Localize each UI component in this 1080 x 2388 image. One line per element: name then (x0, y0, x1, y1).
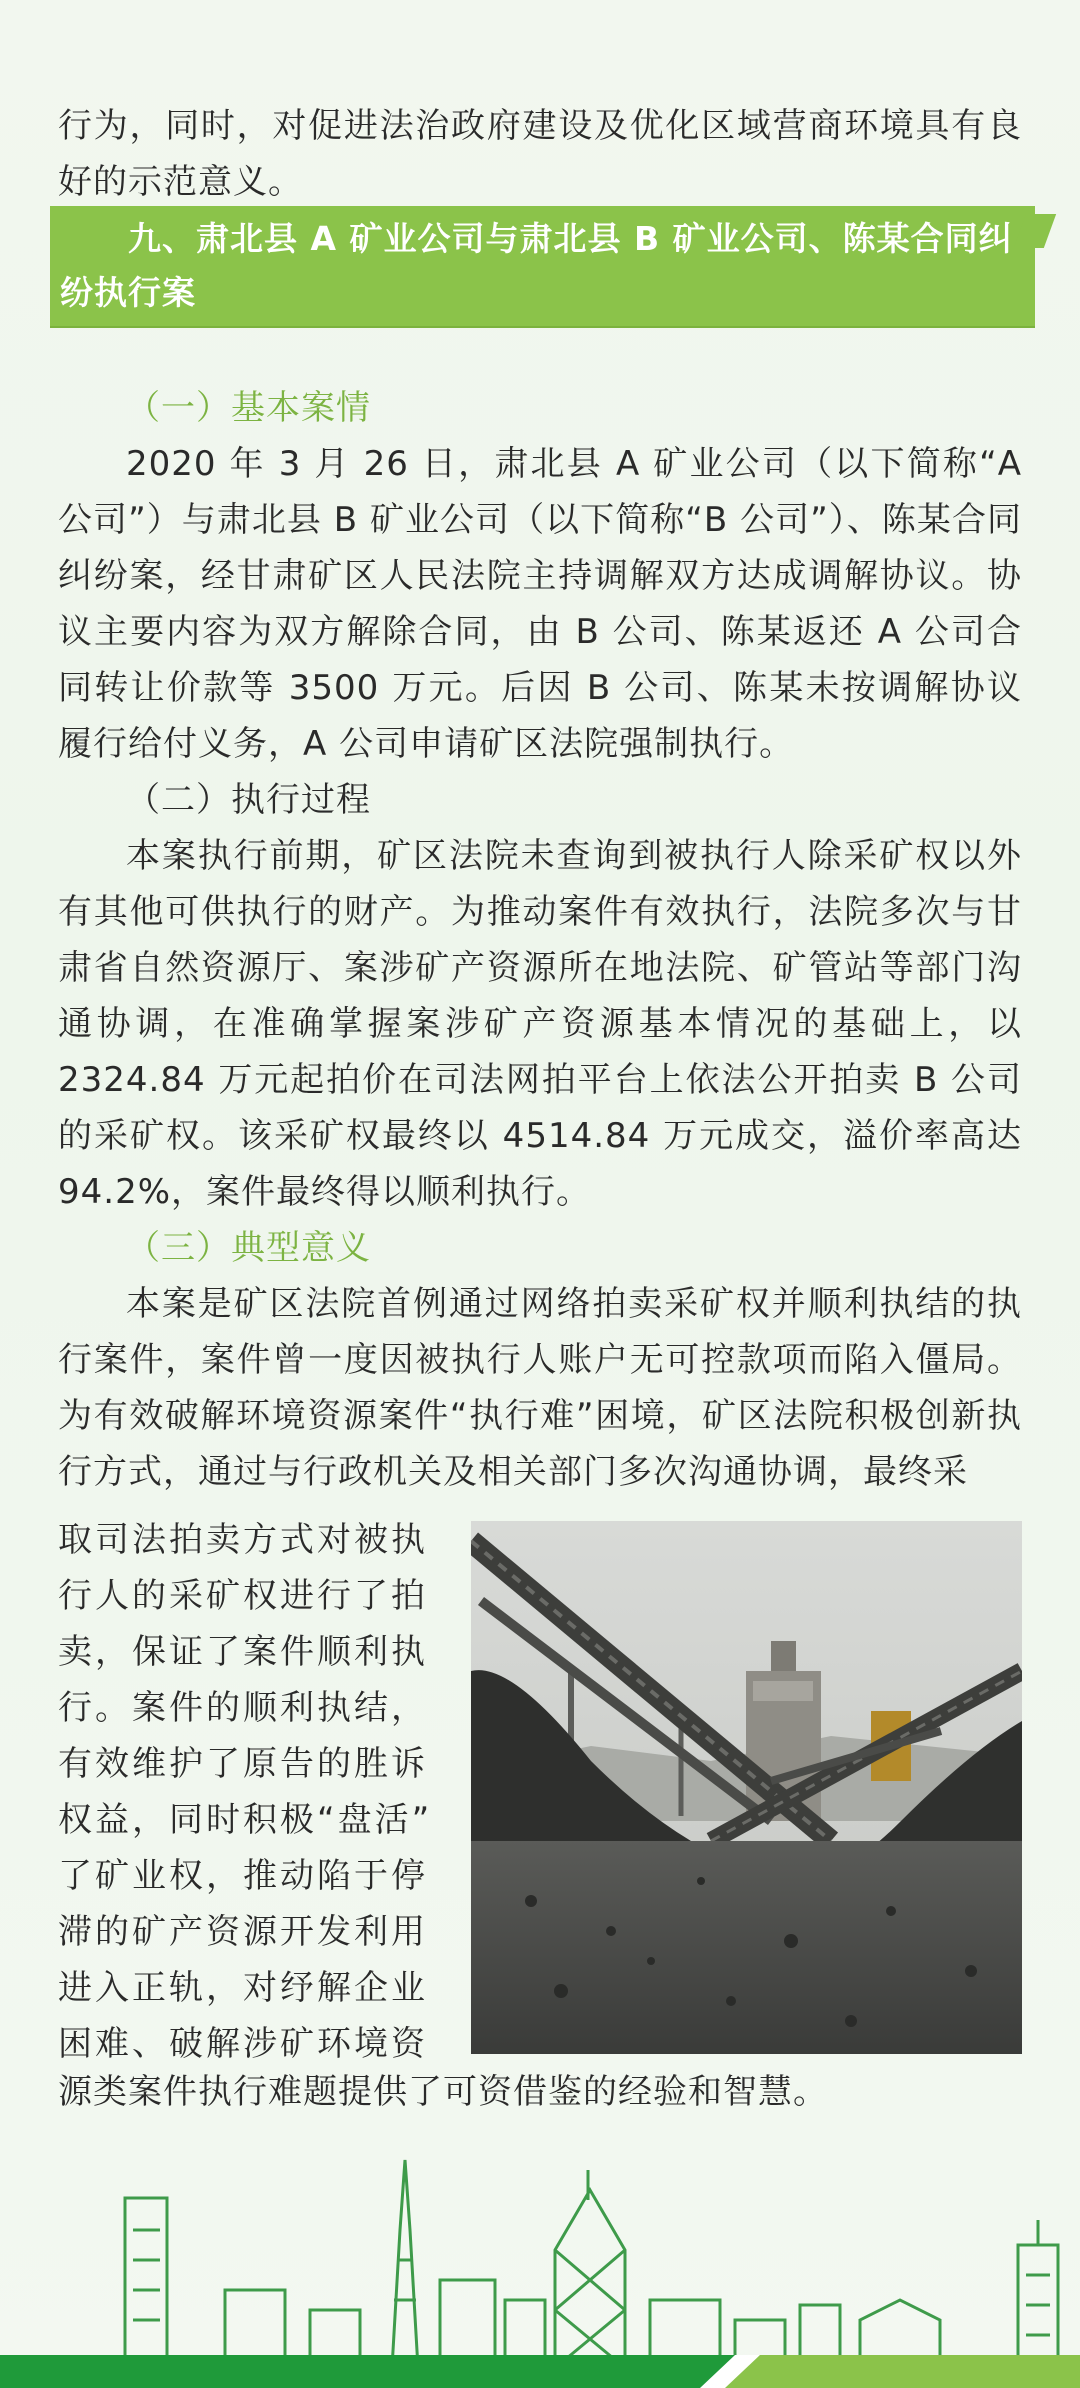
wrapped-text-block (58, 1512, 453, 2072)
section-heading-execution-process: （二）执行过程 (126, 780, 371, 820)
case-title-banner (50, 206, 1035, 326)
wrapped-line: 了矿业权，推动陷于停 (58, 1856, 428, 1896)
section-heading-basic-facts: （一）基本案情 (126, 388, 371, 428)
wrapped-line: 有效维护了原告的胜诉 (58, 1744, 428, 1784)
wrapped-line: 取司法拍卖方式对被执 (58, 1520, 428, 1560)
section-body-basic-facts: 2020 年 3 月 26 日，肃北县 A 矿业公司（以下简称“A 公司”）与肃北县 B 矿业公司（以下简称“B 公司”）、陈某合同纠纷案，经甘肃矿区人民法院主持调解双方达成调解协议。协议主要内容为双方解除合同，由 B 公司、陈某返还 A 公司合同转让价款等 3500 万元。后因 B 公司、陈某未按调解协议履行给付义务，A 公司申请矿区法院强制执行。 (58, 444, 1022, 764)
significance-last-line: 源类案件执行难题提供了可资借鉴的经验和智慧。 (58, 2072, 828, 2112)
city-skyline-illustration (0, 2150, 1080, 2388)
section-body-execution-process: 本案执行前期，矿区法院未查询到被执行人除采矿权以外有其他可供执行的财产。为推动案件有效执行，法院多次与甘肃省自然资源厅、案涉矿产资源所在地法院、矿管站等部门沟通协调，在准确掌握案涉矿产资源基本情况的基础上，以 2324.84 万元起拍价在司法网拍平台上依法公开拍卖 B 公司的采矿权。该采矿权最终以 4514.84 万元成交，溢价率高达 94.2%，案件最终得以顺利执行。 (58, 836, 1022, 1212)
mining-conveyor-photo (471, 1521, 1022, 2054)
wrapped-line: 行。案件的顺利执结， (58, 1688, 428, 1728)
section-heading-significance: （三）典型意义 (126, 1228, 371, 1268)
wrapped-line: 行人的采矿权进行了拍 (58, 1576, 428, 1616)
intro-paragraph: 行为，同时，对促进法治政府建设及优化区域营商环境具有良好的示范意义。 (58, 106, 1022, 202)
case-title: 九、肃北县 A 矿业公司与肃北县 B 矿业公司、陈某合同纠纷执行案 (60, 219, 1013, 312)
wrapped-line: 滞的矿产资源开发利用 (58, 1912, 428, 1952)
wrapped-line: 卖，保证了案件顺利执 (58, 1632, 428, 1672)
wrapped-line: 权益，同时积极“盘活” (58, 1800, 433, 1840)
section-body-significance: 本案是矿区法院首例通过网络拍卖采矿权并顺利执结的执行案件，案件曾一度因被执行人账户无可控款项而陷入僵局。为有效破解环境资源案件“执行难”困境，矿区法院积极创新执行方式，通过与行政机关及相关部门多次沟通协调，最终采 (58, 1284, 1022, 1492)
wrapped-line: 困难、破解涉矿环境资 (58, 2024, 428, 2064)
wrapped-line: 进入正轨，对纾解企业 (58, 1968, 428, 2008)
